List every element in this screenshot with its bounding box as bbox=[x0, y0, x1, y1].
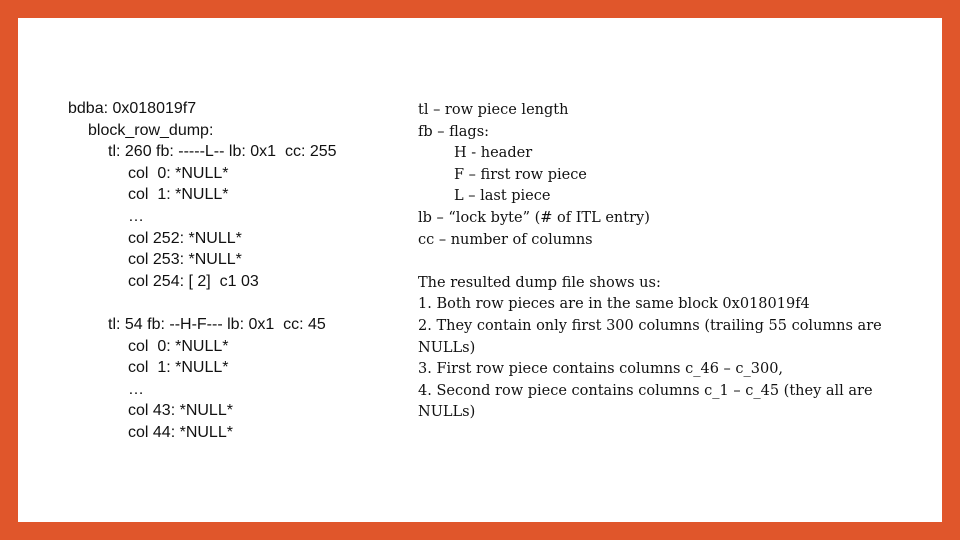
dump-line: col 44: *NULL* bbox=[128, 423, 233, 441]
legend-lb: lb – “lock byte” (# of ITL entry) bbox=[418, 209, 650, 226]
dump-line: col 253: *NULL* bbox=[128, 251, 242, 269]
dump-line: tl: 54 fb: --H-F--- lb: 0x1 cc: 45 bbox=[108, 315, 326, 333]
explanation bbox=[418, 100, 888, 424]
dump-line: block_row_dump: bbox=[88, 121, 214, 139]
dump-line: col 0: *NULL* bbox=[128, 337, 229, 355]
dump-line: … bbox=[128, 380, 144, 398]
dump-line: bdba: 0x018019f7 bbox=[68, 100, 197, 117]
dump-line: … bbox=[128, 207, 144, 225]
slide bbox=[18, 18, 942, 522]
results-item: 4. Second row piece contains columns c_1 – c_45 (they all are NULLs) bbox=[418, 382, 873, 421]
legend-cc: cc – number of columns bbox=[418, 231, 593, 248]
block-dump bbox=[68, 98, 408, 444]
legend-flag-l: L – last piece bbox=[454, 188, 551, 205]
legend-fb: fb – flags: bbox=[418, 123, 490, 140]
dump-line: col 1: *NULL* bbox=[128, 359, 229, 377]
dump-line: col 252: *NULL* bbox=[128, 229, 242, 247]
dump-line: col 0: *NULL* bbox=[128, 164, 229, 182]
results-item: 3. First row piece contains columns c_46 – c_300, bbox=[418, 361, 784, 378]
dump-line: tl: 260 fb: -----L-- lb: 0x1 cc: 255 bbox=[108, 143, 337, 161]
spacer bbox=[68, 292, 408, 314]
legend-flag-h: H - header bbox=[454, 145, 533, 162]
spacer bbox=[418, 251, 888, 273]
dump-line: col 43: *NULL* bbox=[128, 402, 233, 420]
results-item: 1. Both row pieces are in the same block 0x018019f4 bbox=[418, 296, 810, 313]
results-intro: The resulted dump file shows us: bbox=[418, 274, 661, 291]
dump-line: col 254: [ 2] c1 03 bbox=[128, 272, 259, 290]
legend-tl: tl – row piece length bbox=[418, 102, 569, 118]
results-item: 2. They contain only first 300 columns (trailing 55 columns are NULLs) bbox=[418, 317, 882, 356]
dump-line: col 1: *NULL* bbox=[128, 186, 229, 204]
legend-flag-f: F – first row piece bbox=[454, 166, 587, 183]
